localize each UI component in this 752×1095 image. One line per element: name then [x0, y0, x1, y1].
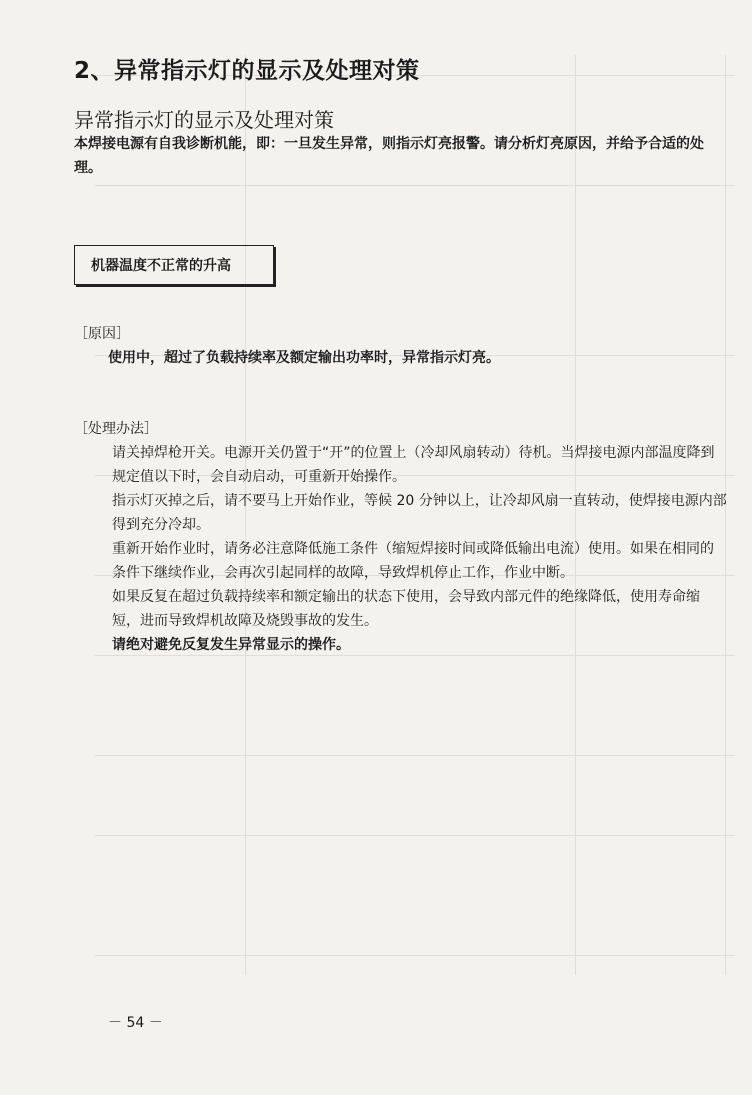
method-paragraph: 请关掉焊枪开关。电源开关仍置于“开”的位置上（冷却风扇转动）待机。当焊接电源内部温度降到规定值以下时，会自动启动，可重新开始操作。 [112, 445, 715, 485]
method-paragraph: 指示灯灭掉之后，请不要马上开始作业，等候 20 分钟以上，让冷却风扇一直转动，使焊接电源内部得到充分冷却。 [112, 493, 727, 533]
section-heading: 2、异常指示灯的显示及处理对策 [74, 58, 420, 84]
method-paragraph: 请绝对避免反复发生异常显示的操作。 [112, 637, 350, 653]
method-text [112, 441, 727, 657]
cause-label: ［原因］ [74, 326, 130, 342]
method-paragraph: 如果反复在超过负载持续率和额定输出的状态下使用，会导致内部元件的绝缘降低，使用寿命缩短，进而导致焊机故障及烧毁事故的发生。 [112, 589, 700, 629]
fault-title: 机器温度不正常的升高 [91, 258, 231, 274]
sub-heading: 异常指示灯的显示及处理对策 [74, 108, 334, 132]
method-label: ［处理办法］ [74, 421, 158, 437]
cause-text: 使用中，超过了负载持续率及额定输出功率时，异常指示灯亮。 [108, 350, 500, 366]
fault-title-box [74, 245, 274, 285]
page-number: － 54 － [108, 1015, 163, 1031]
intro-paragraph: 本焊接电源有自我诊断机能，即：一旦发生异常，则指示灯亮报警。请分析灯亮原因，并给予合适的处理。 [74, 136, 704, 176]
method-paragraph: 重新开始作业时，请务必注意降低施工条件（缩短焊接时间或降低输出电流）使用。如果在相同的条件下继续作业，会再次引起同样的故障，导致焊机停止工作，作业中断。 [112, 541, 714, 581]
